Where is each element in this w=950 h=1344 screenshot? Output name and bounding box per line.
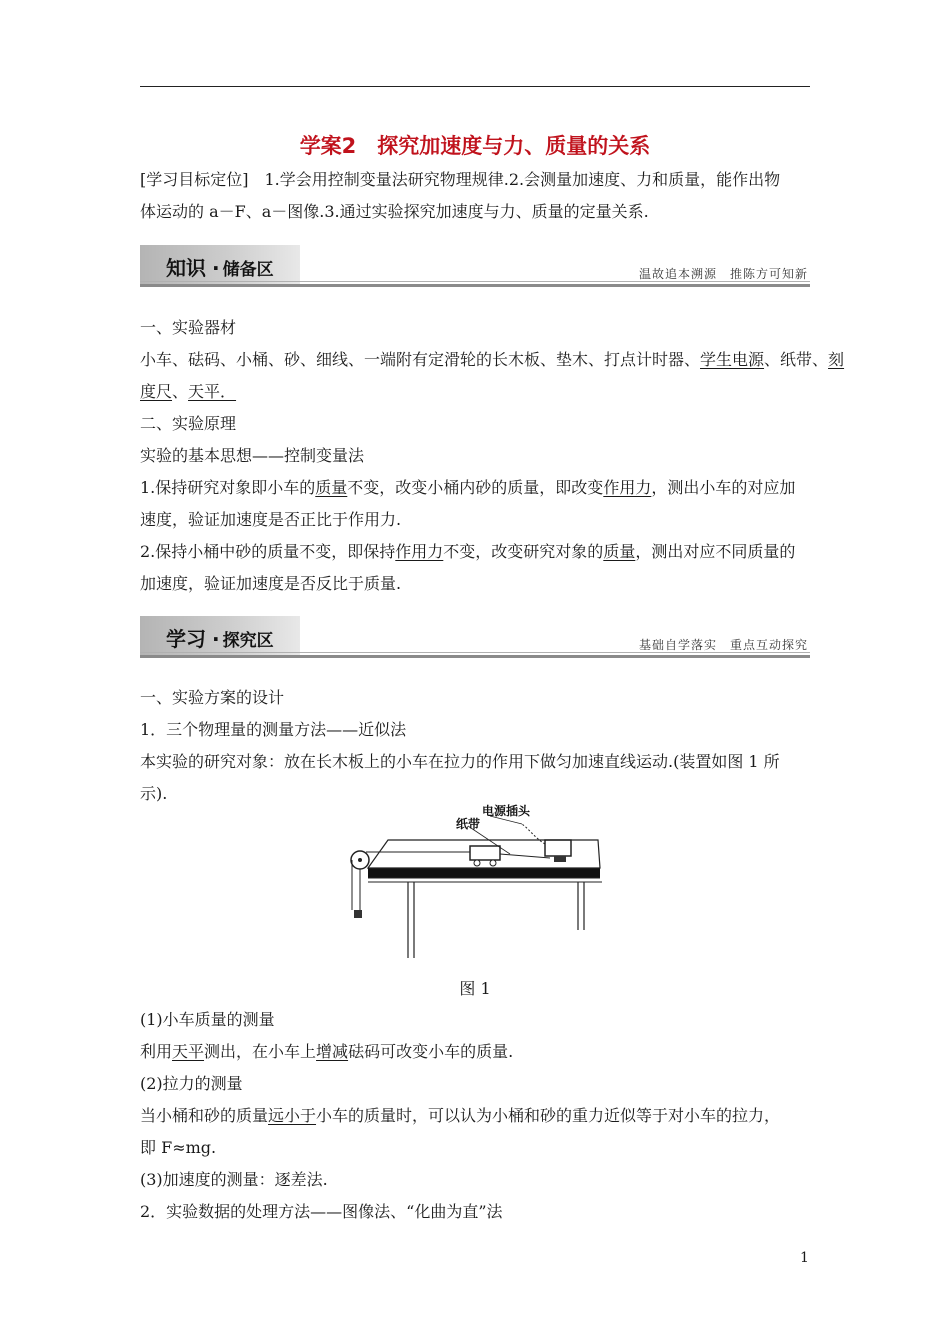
table-top bbox=[368, 840, 600, 868]
label-power-plug: 电源插头 bbox=[482, 804, 531, 818]
header-rule bbox=[140, 86, 810, 87]
heading-data-processing: 2．实验数据的处理方法——图像法、“化曲为直”法 bbox=[140, 1202, 503, 1221]
objectives-line-2: 体运动的 a－F、a－图像.3.通过实验探究加速度与力、质量的定量关系. bbox=[140, 202, 649, 221]
timer bbox=[545, 840, 571, 856]
objectives-line-1: [学习目标定位] 1.学会用控制变量法研究物理规律.2.会测量加速度、力和质量，能作出物 bbox=[140, 170, 781, 189]
measure-force-line-1: 当小桶和砂的质量远小于小车的质量时，可以认为小桶和砂的重力近似等于对小车的拉力， bbox=[140, 1106, 781, 1125]
measure-force-heading: (2)拉力的测量 bbox=[140, 1074, 243, 1093]
label-paper-tape: 纸带 bbox=[456, 817, 481, 831]
section-label: 学习 · 探究区 bbox=[166, 627, 274, 651]
cart bbox=[470, 846, 500, 860]
section-label: 知识 · 储备区 bbox=[166, 256, 274, 280]
measure-mass-text: 利用天平测出，在小车上增减砝码可改变小车的质量. bbox=[140, 1042, 514, 1061]
measure-accel: (3)加速度的测量：逐差法. bbox=[140, 1170, 328, 1189]
apparatus-figure bbox=[340, 800, 610, 962]
principle-idea: 实验的基本思想——控制变量法 bbox=[140, 446, 365, 465]
heading-principle: 二、实验原理 bbox=[140, 414, 237, 433]
figure-caption: 图 1 bbox=[459, 979, 491, 998]
equipment-line-1: 小车、砝码、小桶、砂、细线、一端附有定滑轮的长木板、垫木、打点计时器、学生电源、纸带、刻 bbox=[140, 350, 845, 369]
section-header-knowledge bbox=[140, 245, 810, 287]
object-line-1: 本实验的研究对象：放在长木板上的小车在拉力的作用下做匀加速直线运动.(装置如图 1 所 bbox=[140, 752, 780, 771]
power-cord bbox=[522, 824, 545, 844]
principle-2-line-1: 2.保持小桶中砂的质量不变，即保持作用力不变，改变研究对象的质量，测出对应不同质量的 bbox=[140, 542, 796, 561]
measure-force-line-2: 即 F≈mg. bbox=[140, 1138, 217, 1157]
object-line-2: 示). bbox=[140, 784, 168, 803]
section-motto: 基础自学落实 重点互动探究 bbox=[638, 638, 808, 652]
principle-1-line-2: 速度，验证加速度是否正比于作用力. bbox=[140, 510, 402, 529]
heading-measure-methods: 1．三个物理量的测量方法——近似法 bbox=[140, 720, 407, 739]
paper-tape bbox=[500, 854, 550, 858]
heading-design: 一、实验方案的设计 bbox=[140, 688, 285, 707]
measure-mass-heading: (1)小车质量的测量 bbox=[140, 1010, 275, 1029]
section-header-explore bbox=[140, 616, 810, 658]
bucket bbox=[354, 910, 362, 918]
page-number: 1 bbox=[800, 1250, 809, 1266]
section-motto: 温故追本溯源 推陈方可知新 bbox=[638, 267, 808, 281]
page-title: 学案2 探究加速度与力、质量的关系 bbox=[299, 134, 651, 158]
heading-equipment: 一、实验器材 bbox=[140, 318, 237, 337]
principle-2-line-2: 加速度，验证加速度是否反比于质量. bbox=[140, 574, 402, 593]
equipment-line-2: 度尺、天平． bbox=[140, 382, 237, 401]
principle-1-line-1: 1.保持研究对象即小车的质量不变，改变小桶内砂的质量，即改变作用力，测出小车的对应加 bbox=[140, 478, 796, 497]
track-board bbox=[368, 868, 600, 878]
